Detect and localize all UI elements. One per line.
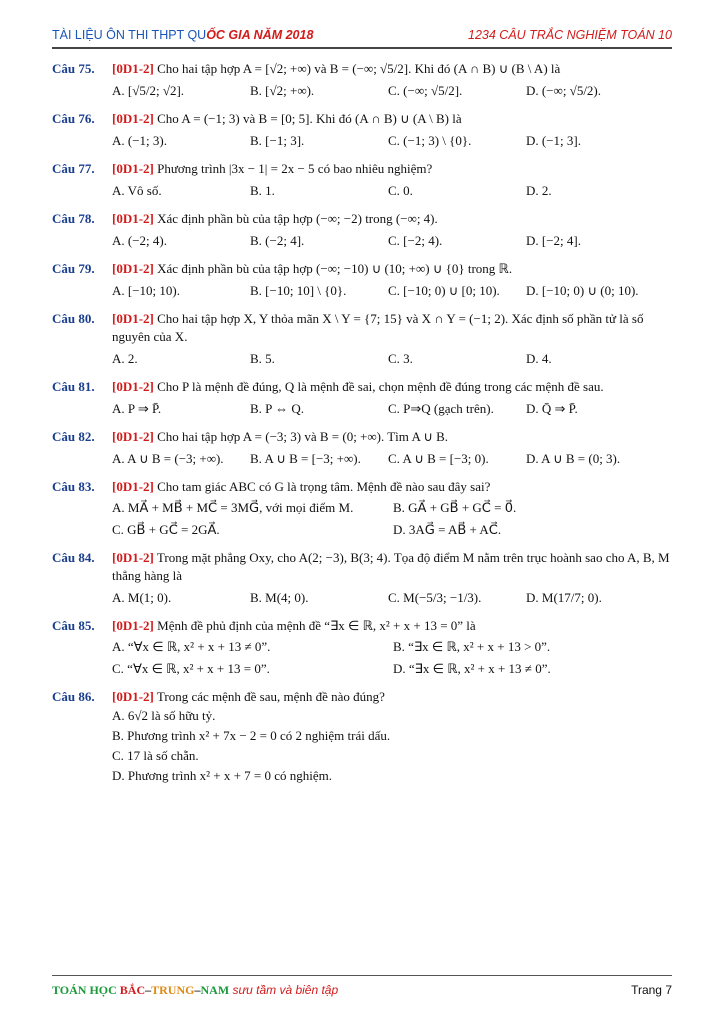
header-divider xyxy=(52,47,672,49)
option-a: A. 2. xyxy=(112,351,138,366)
option-d: D. Q̄ ⇒ P̄. xyxy=(526,401,578,416)
option-a: A. MA⃗ + MB⃗ + MC⃗ = 3MG⃗, với mọi điểm M. xyxy=(112,500,354,515)
question-tag: [0D1-2] xyxy=(112,479,154,494)
question-76 xyxy=(52,110,674,151)
question-text: Cho tam giác ABC có G là trọng tâm. Mệnh đề nào sau đây sai? xyxy=(157,479,491,494)
question-tag: [0D1-2] xyxy=(112,161,154,176)
option-b: B. [√2; +∞). xyxy=(250,83,315,98)
question-tag: [0D1-2] xyxy=(112,550,154,565)
question-number: Câu 75. xyxy=(52,61,95,76)
question-81 xyxy=(52,378,674,419)
option-a: A. [−10; 10). xyxy=(112,283,180,298)
header-title: TÀI LIỆU ÔN THI THPT QUỐC GIA NĂM 2018 xyxy=(52,28,314,42)
question-number: Câu 82. xyxy=(52,429,95,444)
question-text: Xác định phần bù của tập hợp (−∞; −10) ∪ (10; +∞) ∪ {0} trong ℝ. xyxy=(157,261,513,276)
question-text: Cho hai tập hợp A = [√2; +∞) và B = (−∞; √5/2]. Khi đó (A ∩ B) ∪ (B \ A) là xyxy=(157,61,561,76)
option-d: D. (−∞; √5/2). xyxy=(526,83,602,98)
question-number: Câu 79. xyxy=(52,261,95,276)
question-tag: [0D1-2] xyxy=(112,211,154,226)
option-d: D. “∃x ∈ ℝ, x² + x + 13 ≠ 0”. xyxy=(393,661,551,676)
option-b: B. M(4; 0). xyxy=(250,590,309,605)
option-c: C. A ∪ B = [−3; 0). xyxy=(388,451,489,466)
option-d: D. 2. xyxy=(526,183,552,198)
option-b: B. “∃x ∈ ℝ, x² + x + 13 > 0”. xyxy=(393,639,551,654)
option-a: A. A ∪ B = (−3; +∞). xyxy=(112,451,224,466)
question-tag: [0D1-2] xyxy=(112,618,154,633)
question-tag: [0D1-2] xyxy=(112,429,154,444)
option-a: A. (−2; 4). xyxy=(112,233,167,248)
option-c: C. [−10; 0) ∪ [0; 10). xyxy=(388,283,500,298)
option-c: C. 0. xyxy=(388,183,413,198)
question-number: Câu 85. xyxy=(52,618,95,633)
question-78 xyxy=(52,210,674,251)
option-c: C. P⇒Q (gạch trên). xyxy=(388,401,494,416)
option-d: D. (−1; 3]. xyxy=(526,133,581,148)
option-a: A. [√5/2; √2]. xyxy=(112,83,185,98)
question-tag: [0D1-2] xyxy=(112,689,154,704)
question-85 xyxy=(52,617,674,679)
footer-text: BẮC xyxy=(119,983,146,997)
option-c: C. M(−5/3; −1/3). xyxy=(388,590,482,605)
option-c: C. 17 là số chẵn. xyxy=(112,748,199,763)
option-b: B. 5. xyxy=(250,351,275,366)
question-79 xyxy=(52,260,674,301)
question-text: Mệnh đề phủ định của mệnh đề “∃x ∈ ℝ, x² + x + 13 = 0” là xyxy=(157,618,476,633)
option-a: A. Vô số. xyxy=(112,183,162,198)
question-number: Câu 77. xyxy=(52,161,95,176)
question-number: Câu 78. xyxy=(52,211,95,226)
footer-text: sưu tầm và biên tập xyxy=(229,983,339,997)
option-a: A. M(1; 0). xyxy=(112,590,172,605)
question-text: Trong các mệnh đề sau, mệnh đề nào đúng? xyxy=(156,689,385,704)
footer-text: TOÁN HỌC xyxy=(52,983,120,997)
question-text: Cho hai tập hợp A = (−3; 3) và B = (0; +∞). Tìm A ∪ B. xyxy=(157,429,449,444)
question-75 xyxy=(52,60,674,101)
footer-text: TRUNG xyxy=(151,983,195,997)
option-b: B. GA⃗ + GB⃗ + GC⃗ = 0⃗. xyxy=(393,500,517,515)
option-c: C. GB⃗ + GC⃗ = 2GA⃗. xyxy=(112,522,220,537)
question-83 xyxy=(52,478,674,540)
option-b: B. [−10; 10] \ {0}. xyxy=(250,283,347,298)
option-a: A. P ⇒ P̄. xyxy=(112,401,162,416)
option-b: B. (−2; 4]. xyxy=(250,233,305,248)
footer-divider xyxy=(52,975,672,976)
option-c: C. [−2; 4). xyxy=(388,233,443,248)
option-d: D. [−10; 0) ∪ (0; 10). xyxy=(526,283,639,298)
footer-credit xyxy=(52,983,338,998)
footer-text: – xyxy=(145,983,152,997)
question-number: Câu 86. xyxy=(52,689,95,704)
question-tag: [0D1-2] xyxy=(112,311,154,326)
option-d: D. [−2; 4]. xyxy=(526,233,581,248)
question-text: Cho P là mệnh đề đúng, Q là mệnh đề sai, chọn mệnh đề đúng trong các mệnh đề sau. xyxy=(157,379,604,394)
question-84 xyxy=(52,549,674,608)
option-b: B. 1. xyxy=(250,183,275,198)
question-80 xyxy=(52,310,674,369)
question-tag: [0D1-2] xyxy=(112,379,154,394)
question-number: Câu 81. xyxy=(52,379,95,394)
page-number: Trang 7 xyxy=(631,983,672,997)
option-d: D. A ∪ B = (0; 3). xyxy=(526,451,621,466)
question-tag: [0D1-2] xyxy=(112,61,154,76)
option-a: A. (−1; 3). xyxy=(112,133,167,148)
option-c: C. “∀x ∈ ℝ, x² + x + 13 = 0”. xyxy=(112,661,270,676)
option-d: D. Phương trình x² + x + 7 = 0 có nghiệm. xyxy=(112,768,332,783)
question-82 xyxy=(52,428,674,469)
footer-text: NAM xyxy=(200,983,230,997)
option-c: C. 3. xyxy=(388,351,413,366)
question-number: Câu 84. xyxy=(52,550,95,565)
question-text: Phương trình |3x − 1| = 2x − 5 có bao nhiêu nghiệm? xyxy=(157,161,433,176)
question-text: Xác định phần bù của tập hợp (−∞; −2) trong (−∞; 4). xyxy=(157,211,438,226)
option-c: C. (−1; 3) \ {0}. xyxy=(388,133,472,148)
question-77 xyxy=(52,160,674,201)
question-text: Trong mặt phẳng Oxy, cho A(2; −3), B(3; 4). Tọa độ điểm M nằm trên trục hoành sao cho A, B, M thẳng hàng là xyxy=(112,550,670,583)
option-c: C. (−∞; √5/2]. xyxy=(388,83,463,98)
option-a: A. “∀x ∈ ℝ, x² + x + 13 ≠ 0”. xyxy=(112,639,271,654)
question-text: Cho A = (−1; 3) và B = [0; 5]. Khi đó (A ∩ B) ∪ (A \ B) là xyxy=(157,111,462,126)
question-86 xyxy=(52,688,674,786)
question-tag: [0D1-2] xyxy=(112,111,154,126)
header-book-title: 1234 CÂU TRẮC NGHIỆM TOÁN 10 xyxy=(468,28,672,42)
question-number: Câu 83. xyxy=(52,479,95,494)
option-b: B. A ∪ B = [−3; +∞). xyxy=(250,451,361,466)
question-number: Câu 76. xyxy=(52,111,95,126)
question-list xyxy=(52,60,674,795)
option-a: A. 6√2 là số hữu tỷ. xyxy=(112,708,216,723)
question-tag: [0D1-2] xyxy=(112,261,154,276)
option-b: B. P ⇔ Q. xyxy=(250,401,305,416)
footer-text: – xyxy=(194,983,201,997)
option-d: D. M(17/7; 0). xyxy=(526,590,602,605)
option-d: D. 3AG⃗ = AB⃗ + AC⃗. xyxy=(393,522,502,537)
option-d: D. 4. xyxy=(526,351,552,366)
question-text: Cho hai tập hợp X, Y thỏa mãn X \ Y = {7; 15} và X ∩ Y = (−1; 2). Xác định số phần tử là số nguyên của X. xyxy=(112,311,644,344)
question-number: Câu 80. xyxy=(52,311,95,326)
option-b: B. Phương trình x² + 7x − 2 = 0 có 2 nghiệm trái dấu. xyxy=(112,728,391,743)
option-b: B. [−1; 3]. xyxy=(250,133,305,148)
